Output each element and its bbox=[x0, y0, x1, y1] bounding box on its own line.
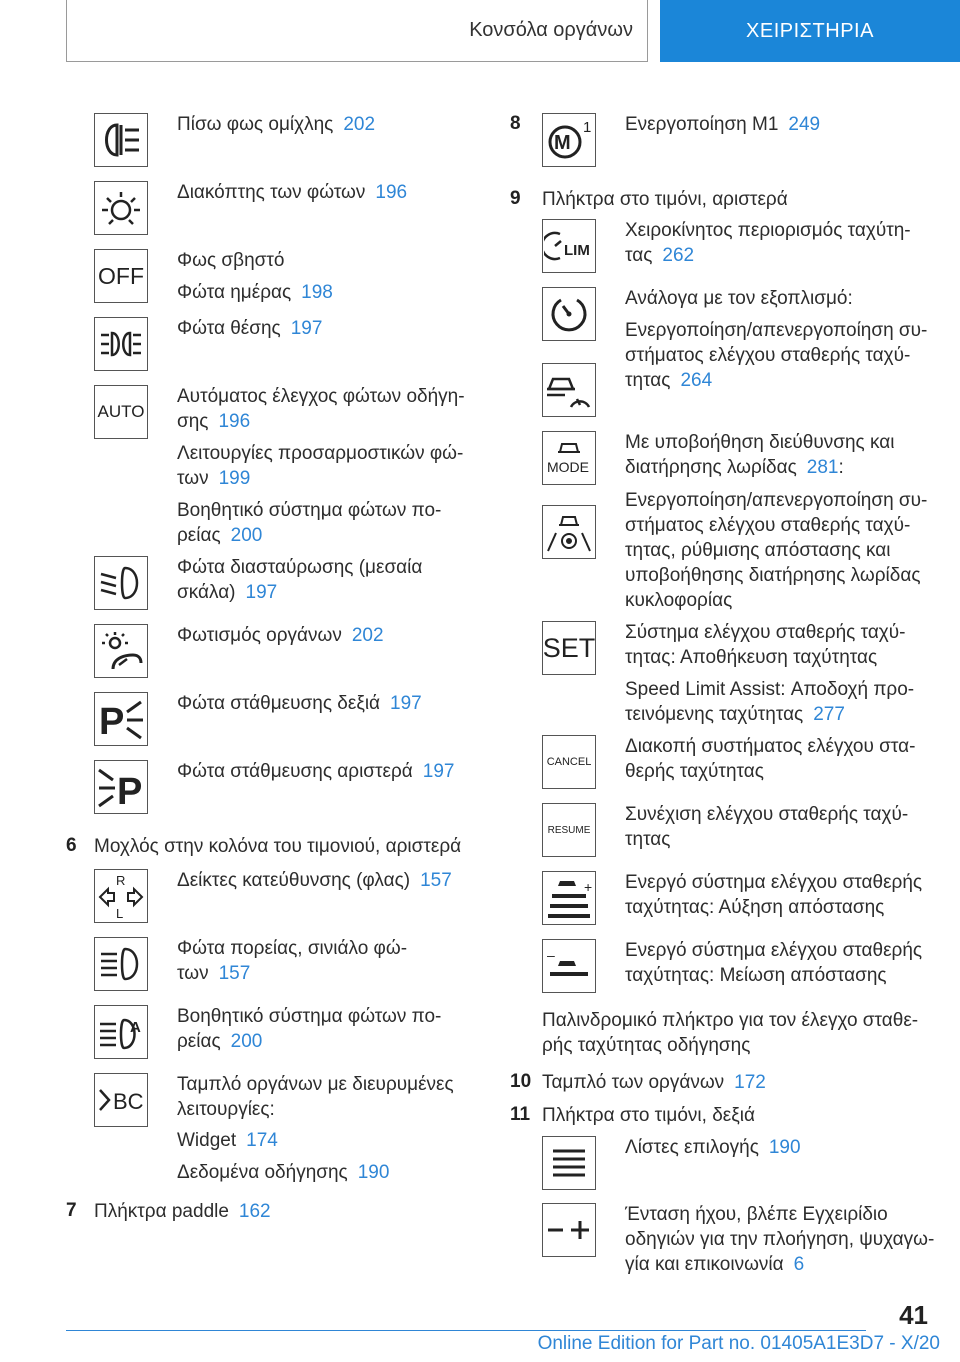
page-ref[interactable]: 6 bbox=[793, 1254, 805, 1275]
page-ref[interactable]: 197 bbox=[290, 318, 323, 339]
bc-icon bbox=[94, 1073, 148, 1127]
page-ref[interactable]: 190 bbox=[357, 1162, 390, 1183]
light-switch-icon bbox=[94, 181, 148, 235]
page-ref[interactable]: 198 bbox=[301, 282, 333, 303]
parking-light-left-icon bbox=[94, 760, 148, 814]
depending-equipment-label: Ανάλογα με τον εξοπλισμό: bbox=[625, 288, 853, 309]
minus-sign: – bbox=[547, 947, 555, 963]
resume-cruise-label: Συνέχιση ελέγχου σταθερής ταχύ- τητας bbox=[625, 804, 909, 850]
page-ref[interactable]: 196 bbox=[218, 411, 251, 432]
auto-icon bbox=[94, 385, 148, 439]
side-lights-label: Φώτα θέσης 197 bbox=[177, 318, 323, 339]
daytime-lights-label: Φώτα ημέρας 198 bbox=[177, 282, 333, 303]
cancel-text: CANCEL bbox=[546, 756, 592, 768]
page-ref[interactable]: 202 bbox=[343, 114, 376, 135]
instrument-lighting-label: Φωτισμός οργάνων 202 bbox=[177, 625, 384, 646]
page-ref[interactable]: 172 bbox=[734, 1072, 766, 1093]
a-letter: A bbox=[130, 1019, 141, 1036]
page-ref[interactable]: 202 bbox=[351, 625, 384, 646]
decrease-distance-label: Ενεργό σύστημα ελέγχου σταθερής ταχύτητας: Μείωση απόστασης bbox=[625, 940, 923, 986]
set-text: SET bbox=[542, 632, 596, 663]
page-ref[interactable]: 174 bbox=[246, 1130, 278, 1151]
distance-increase-icon bbox=[542, 871, 596, 925]
footer-edition: Online Edition for Part no. 01405A1E3D7 - X/20 bbox=[537, 1333, 940, 1354]
off-icon bbox=[94, 249, 148, 303]
increase-distance-label: Ενεργό σύστημα ελέγχου σταθερής ταχύτητας: Αύξηση απόστασης bbox=[625, 872, 923, 918]
high-beam-assist-icon bbox=[94, 1005, 148, 1059]
header-section bbox=[66, 0, 648, 62]
page-ref[interactable]: 162 bbox=[238, 1201, 271, 1222]
high-beam-label: Φώτα πορείας, σινιάλο φώ- των 157 bbox=[177, 938, 408, 984]
m1-icon bbox=[542, 113, 596, 167]
page-ref[interactable]: 196 bbox=[375, 182, 408, 203]
plus-sign: + bbox=[584, 879, 593, 895]
page-ref[interactable]: 197 bbox=[422, 761, 455, 782]
volume-label: Ένταση ήχου, βλέπε Εγχειρίδιο οδηγιών για την πλοήγηση, ψυχαγω- γία και επικοινωνία 6 bbox=[625, 1204, 935, 1275]
one-digit: 1 bbox=[583, 119, 592, 136]
selection-lists-label: Λίστες επιλογής 190 bbox=[625, 1137, 801, 1158]
section-number-10: 10 bbox=[510, 1071, 532, 1092]
resume-text: RESUME bbox=[547, 824, 591, 836]
footer-divider bbox=[66, 1330, 866, 1331]
acc-lane-toggle-label: Ενεργοποίηση/απενεργοποίηση συ- στήματος ελέγχου σταθερής ταχύ- τητας, ρύθμισης απόστασης και υποβοήθησης διατήρησης λωρίδας κυκλοφορίας bbox=[625, 490, 928, 611]
page-ref[interactable]: 264 bbox=[680, 370, 713, 391]
bc-text: BC bbox=[113, 1089, 144, 1114]
page-ref[interactable]: 200 bbox=[230, 1031, 263, 1052]
section-title: Κονσόλα οργάνων bbox=[469, 19, 633, 41]
section-7-title: Πλήκτρα paddle 162 bbox=[94, 1201, 271, 1222]
l-letter: L bbox=[116, 906, 124, 921]
mode-text: MODE bbox=[547, 459, 589, 475]
widget-label: Widget 174 bbox=[177, 1130, 278, 1151]
high-beam-assist-label-2: Βοηθητικό σύστημα φώτων πο- ρείας 200 bbox=[177, 1006, 442, 1052]
lim-text: LIM bbox=[564, 242, 590, 259]
light-switch-label: Διακόπτης των φώτων 196 bbox=[177, 182, 408, 203]
extended-cluster-label: Ταμπλό οργάνων με διευρυμένες λειτουργίες: bbox=[177, 1074, 454, 1120]
header-chapter bbox=[660, 0, 960, 62]
rocker-switch-label: Παλινδρομικό πλήκτρο για τον έλεγχο σταθε- ρής ταχύτητας οδήγησης bbox=[542, 1010, 919, 1056]
set-icon bbox=[542, 621, 596, 675]
page-ref[interactable]: 197 bbox=[390, 693, 422, 714]
r-letter: R bbox=[116, 873, 126, 888]
high-beam-icon bbox=[94, 937, 148, 991]
section-11-title: Πλήκτρα στο τιμόνι, δεξιά bbox=[542, 1105, 755, 1126]
section-6-title: Μοχλός στην κολόνα του τιμονιού, αριστερά bbox=[94, 836, 462, 857]
section-number-7: 7 bbox=[66, 1200, 77, 1221]
auto-icon-text: AUTO bbox=[97, 402, 145, 421]
resume-icon bbox=[542, 803, 596, 857]
page-ref[interactable]: 281 bbox=[806, 457, 839, 478]
page-number: 41 bbox=[899, 1300, 928, 1330]
lane-assist-label: Με υποβοήθηση διεύθυνσης και διατήρησης λωρίδας 281: bbox=[625, 432, 895, 478]
p-letter: P bbox=[117, 771, 143, 810]
cancel-cruise-label: Διακοπή συστήματος ελέγχου στα- θερής ταχύτητας bbox=[625, 736, 916, 782]
section-9-title: Πλήκτρα στο τιμόνι, αριστερά bbox=[542, 189, 788, 210]
low-beam-label: Φώτα διασταύρωσης (μεσαία σκάλα) 197 bbox=[177, 557, 423, 603]
mode-icon bbox=[542, 431, 596, 485]
section-number-11: 11 bbox=[510, 1104, 531, 1125]
low-beam-icon bbox=[94, 556, 148, 610]
page-ref[interactable]: 262 bbox=[662, 245, 695, 266]
lights-off-label: Φως σβηστό bbox=[177, 250, 285, 271]
section-number-8: 8 bbox=[510, 113, 521, 134]
off-icon-text: OFF bbox=[98, 262, 144, 289]
section-number-6: 6 bbox=[66, 835, 77, 856]
speed-limit-assist-label: Speed Limit Assist: Αποδοχή προ- τεινόμενης ταχύτητας 277 bbox=[625, 679, 915, 725]
side-lights-icon bbox=[94, 317, 148, 371]
page-ref[interactable]: 199 bbox=[218, 468, 251, 489]
section-10-title: Ταμπλό των οργάνων 172 bbox=[542, 1072, 766, 1093]
page-ref[interactable]: 157 bbox=[218, 963, 251, 984]
speed-limiter-label: Χειροκίνητος περιορισμός ταχύτη- τας 262 bbox=[625, 220, 911, 266]
rear-fog-light-icon bbox=[94, 113, 148, 167]
lane-keeping-icon bbox=[542, 505, 596, 559]
m-letter: M bbox=[554, 132, 571, 154]
active-cruise-icon bbox=[542, 363, 596, 417]
cancel-icon bbox=[542, 735, 596, 789]
auto-light-label: Αυτόματος έλεγχος φώτων οδήγη- σης 196 bbox=[177, 386, 465, 432]
instrument-lighting-icon bbox=[94, 624, 148, 678]
page-ref[interactable]: 197 bbox=[245, 582, 278, 603]
distance-decrease-icon bbox=[542, 939, 596, 993]
adaptive-lights-label: Λειτουργίες προσαρμοστικών φώ- των 199 bbox=[177, 443, 464, 489]
volume-icon bbox=[542, 1203, 596, 1257]
page-ref[interactable]: 200 bbox=[230, 525, 263, 546]
parking-right-label: Φώτα στάθμευσης δεξιά 197 bbox=[177, 693, 422, 714]
p-letter: P bbox=[99, 701, 125, 742]
parking-light-right-icon bbox=[94, 692, 148, 746]
parking-left-label: Φώτα στάθμευσης αριστερά 197 bbox=[177, 761, 455, 782]
cruise-toggle-label: Ενεργοποίηση/απενεργοποίηση συ- στήματος ελέγχου σταθερής ταχύ- τητας 264 bbox=[625, 320, 928, 391]
page-ref[interactable]: 277 bbox=[813, 704, 845, 725]
chapter-title: ΧΕΙΡΙΣΤΗΡΙΑ bbox=[746, 19, 874, 42]
turn-signal-icon bbox=[94, 869, 148, 923]
rear-fog-label: Πίσω φως ομίχλης 202 bbox=[177, 114, 376, 135]
turn-signals-label: Δείκτες κατεύθυνσης (φλας) 157 bbox=[177, 870, 452, 891]
m1-label: Ενεργοποίηση M1 249 bbox=[625, 114, 821, 135]
section-number-9: 9 bbox=[510, 188, 521, 209]
cruise-control-icon bbox=[542, 287, 596, 341]
page-ref[interactable]: 157 bbox=[420, 870, 452, 891]
list-icon bbox=[542, 1136, 596, 1190]
page-ref[interactable]: 249 bbox=[788, 114, 821, 135]
driving-data-label: Δεδομένα οδήγησης 190 bbox=[177, 1162, 390, 1183]
page-ref[interactable]: 190 bbox=[768, 1137, 801, 1158]
speed-limiter-icon bbox=[542, 219, 596, 273]
high-beam-assist-label: Βοηθητικό σύστημα φώτων πο- ρείας 200 bbox=[177, 500, 442, 546]
store-speed-label: Σύστημα ελέγχου σταθερής ταχύ- τητας: Αποθήκευση ταχύτητας bbox=[625, 622, 906, 668]
